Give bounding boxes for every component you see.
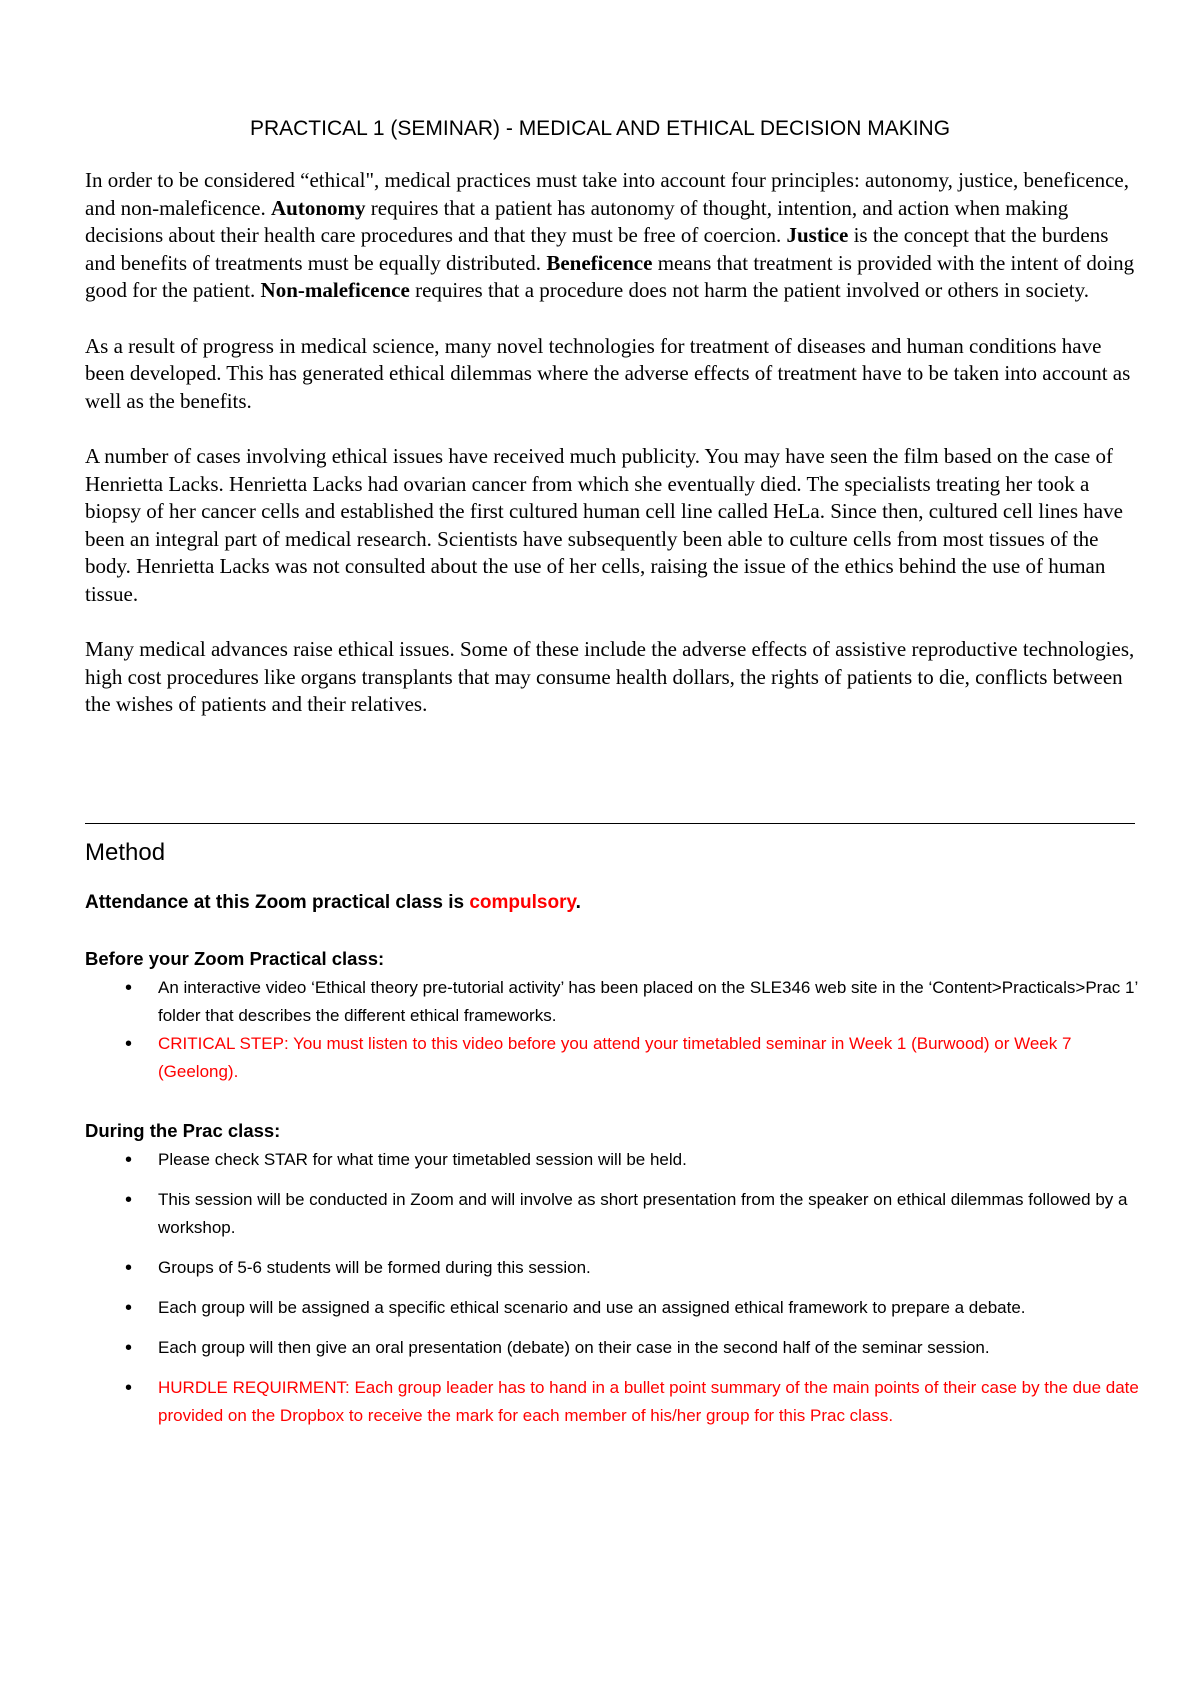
document-title: PRACTICAL 1 (SEMINAR) - MEDICAL AND ETHICAL DECISION MAKING: [249, 117, 951, 140]
intro-section: [85, 167, 1135, 746]
method-heading: Method: [85, 839, 166, 866]
term-beneficence: Beneficence: [546, 250, 653, 275]
before-class-heading: Before your Zoom Practical class:: [85, 948, 385, 969]
list-item-hurdle-requirement: • HURDLE REQUIRMENT: Each group leader has to hand in a bullet point summary of the main points of their case by the due date provided on the Dropbox to receive the mark for each member of his/her group for this Prac class.: [85, 1374, 1145, 1430]
attendance-emphasis: compulsory: [469, 892, 576, 913]
list-item: • This session will be conducted in Zoom and will involve as short presentation from the speaker on ethical dilemmas followed by a workshop.: [85, 1186, 1145, 1242]
list-item: • An interactive video ‘Ethical theory pre-tutorial activity’ has been placed on the SLE346 web site in the ‘Content>Practicals>Prac 1’ folder that describes the different ethical frameworks.: [85, 974, 1145, 1030]
intro-text: requires that a procedure does not harm the patient involved or others in society.: [409, 278, 1090, 303]
intro-paragraph-henrietta-lacks: A number of cases involving ethical issues have received much publicity. You may have seen the film based on the case of Henrietta Lacks. Henrietta Lacks had ovarian cancer from which she eventually died. The specialists treating her took a biopsy of her cancer cells and established the first cultured human cell line called HeLa. Since then, cultured cell lines have been an integral part of medical research. Scientists have subsequently been able to culture cells from most tissues of the body. Henrietta Lacks was not consulted about the use of her cells, raising the issue of the ethics behind the use of human tissue.: [85, 443, 1123, 606]
intro-text: In order to be considered “ethical", medical practices must take into account four principles: autonomy, justice, beneficence, and non-maleficence.: [85, 168, 1129, 220]
list-item: • Each group will then give an oral presentation (debate) on their case in the second half of the seminar session.: [85, 1334, 1145, 1362]
term-autonomy: Autonomy: [271, 195, 366, 220]
intro-text: requires that a patient has autonomy of thought, intention, and action when making decisions about their health care procedures and that they must be free of coercion.: [85, 195, 1069, 248]
attendance-text: Attendance at this Zoom practical class is: [85, 892, 470, 913]
section-divider: [85, 823, 1135, 824]
before-class-list: [85, 974, 1145, 1086]
attendance-statement: [85, 888, 1145, 918]
list-item: • Each group will be assigned a specific ethical scenario and use an assigned ethical framework to prepare a debate.: [85, 1294, 1145, 1322]
list-item: • Groups of 5-6 students will be formed during this session.: [85, 1254, 1145, 1282]
intro-text: is the concept that the burdens and benefits of treatments must be equally distributed.: [85, 223, 1109, 275]
intro-text: means that treatment is provided with the intent of doing good for the patient.: [85, 250, 1135, 303]
intro-paragraph-advances: Many medical advances raise ethical issues. Some of these include the adverse effects of assistive reproductive technologies, high cost procedures like organs transplants that may consume health dollars, the rights of patients to die, conflicts between the wishes of patients and their relatives.: [85, 637, 1135, 717]
intro-paragraph-principles: [85, 167, 1135, 305]
attendance-period: .: [575, 892, 581, 913]
list-item: • Please check STAR for what time your timetabled session will be held.: [85, 1146, 1145, 1174]
during-class-list: [85, 1146, 1145, 1430]
term-justice: Justice: [786, 223, 849, 248]
intro-paragraph-progress: As a result of progress in medical science, many novel technologies for treatment of diseases and human conditions have been developed. This has generated ethical dilemmas where the adverse effects of treatment have to be taken into account as well as the benefits.: [85, 333, 1131, 413]
during-class-heading: During the Prac class:: [85, 1120, 281, 1141]
term-non-maleficence: Non-maleficence: [260, 278, 410, 303]
list-item-critical-step: • CRITICAL STEP: You must listen to this video before you attend your timetabled seminar in Week 1 (Burwood) or Week 7 (Geelong).: [85, 1030, 1145, 1086]
method-section: [85, 833, 1145, 1442]
